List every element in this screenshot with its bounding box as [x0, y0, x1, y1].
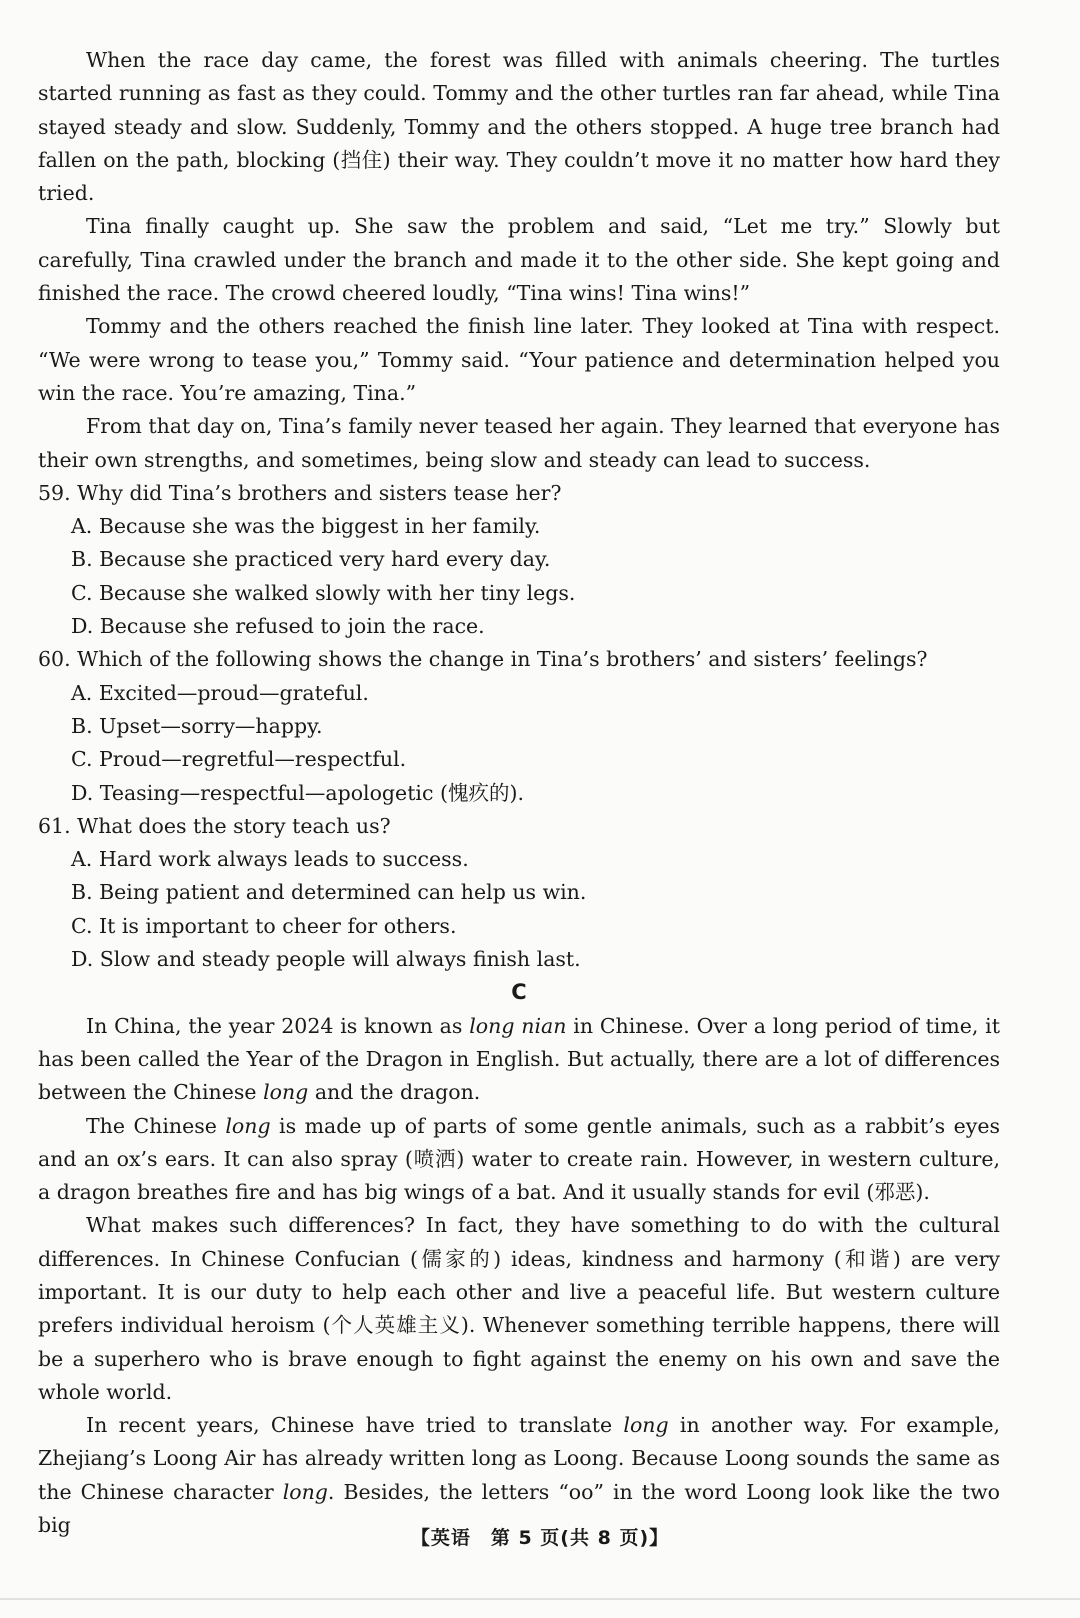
question-stem: 60. Which of the following shows the change in Tina’s brothers’ and sisters’ feelings?: [38, 647, 928, 672]
question-stem: 59. Why did Tina’s brothers and sisters tease her?: [38, 480, 562, 505]
text-run: in another way. For example, Zhejiang’s Loong Air has already written long as Loong. Because Loong sounds the same as the Chinese character: [38, 1413, 1000, 1504]
page-footer: 【英语 第 5 页(共 8 页)】: [410, 1527, 670, 1549]
text-run: and the dragon.: [308, 1080, 481, 1105]
italic-term: long: [623, 1413, 669, 1438]
option-a: A. Hard work always leads to success.: [71, 847, 469, 872]
option-c: C. Proud—regretful—respectful.: [71, 747, 407, 772]
option-d: D. Slow and steady people will always finish last.: [71, 947, 581, 972]
passage-paragraph: [38, 1110, 1000, 1210]
option-b: B. Upset—sorry—happy.: [71, 713, 323, 738]
text-run: In China, the year 2024 is known as: [86, 1013, 470, 1038]
italic-term: long: [225, 1113, 271, 1138]
passage-paragraph: What makes such differences? In fact, they have something to do with the cultural differences. In Chinese Confucian (儒家的) ideas, kindness and harmony (和谐) are very important. It is our duty to help each other and live a peaceful life. But western culture prefers individual heroism (个人英雄主义). Whenever something terrible happens, there will be a superhero who is brave enough to fight against the enemy on his own and save the whole world.: [38, 1213, 1000, 1404]
option-c: C. It is important to cheer for others.: [71, 913, 457, 938]
option-c: C. Because she walked slowly with her tiny legs.: [71, 580, 576, 605]
italic-term: long: [282, 1479, 328, 1504]
bottom-divider: [0, 1598, 1080, 1600]
option-d: D. Teasing—respectful—apologetic (愧疚的).: [71, 780, 524, 805]
option-a: A. Excited—proud—grateful.: [71, 680, 369, 705]
passage-paragraph: [38, 1010, 1000, 1110]
question-stem: 61. What does the story teach us?: [38, 813, 391, 838]
italic-term: long: [263, 1080, 309, 1105]
question-60: [38, 643, 1000, 809]
text-run: is made up of parts of some gentle animals, such as a rabbit’s eyes and an ox’s ears. It can also spray (喷洒) water to create rain. However, in western culture, a dragon breathes fire and has big wings of a bat. And it usually stands for evil (邪恶).: [38, 1113, 1000, 1205]
question-59: [38, 477, 1000, 643]
option-b: B. Being patient and determined can help us win.: [71, 880, 587, 905]
option-d: D. Because she refused to join the race.: [71, 614, 485, 639]
question-61: [38, 810, 1000, 976]
passage-paragraph: From that day on, Tina’s family never teased her again. They learned that everyone has their own strengths, and sometimes, being slow and steady can lead to success.: [38, 414, 1000, 472]
text-run: . Besides, the letters “oo” in the word Loong look like the two big: [38, 1479, 1001, 1538]
text-run: In recent years, Chinese have tried to translate: [86, 1413, 624, 1438]
text-run: in Chinese. Over a long period of time, it has been called the Year of the Dragon in English. But actually, there are a lot of differences between the Chinese: [38, 1013, 1000, 1105]
passage-paragraph: Tina finally caught up. She saw the problem and said, “Let me try.” Slowly but carefully, Tina crawled under the branch and made it to the other side. She kept going and finished the race. The crowd cheered loudly, “Tina wins! Tina wins!”: [38, 214, 1000, 306]
italic-term: long nian: [469, 1013, 567, 1038]
option-a: A. Because she was the biggest in her family.: [71, 514, 541, 539]
section-heading: C: [511, 980, 527, 1005]
passage-paragraph: Tommy and the others reached the finish line later. They looked at Tina with respect. “We were wrong to tease you,” Tommy said. “Your patience and determination helped you win the race. You’re amazing, Tina.”: [38, 314, 1000, 405]
option-b: B. Because she practiced very hard every day.: [71, 547, 551, 572]
text-run: The Chinese: [86, 1113, 226, 1138]
passage-paragraph: When the race day came, the forest was filled with animals cheering. The turtles started running as fast as they could. Tommy and the other turtles ran far ahead, while Tina stayed steady and slow. Suddenly, Tommy and the others stopped. A huge tree branch had fallen on the path, blocking (挡住) their way. They couldn’t move it no matter how hard they tried.: [38, 48, 1000, 206]
